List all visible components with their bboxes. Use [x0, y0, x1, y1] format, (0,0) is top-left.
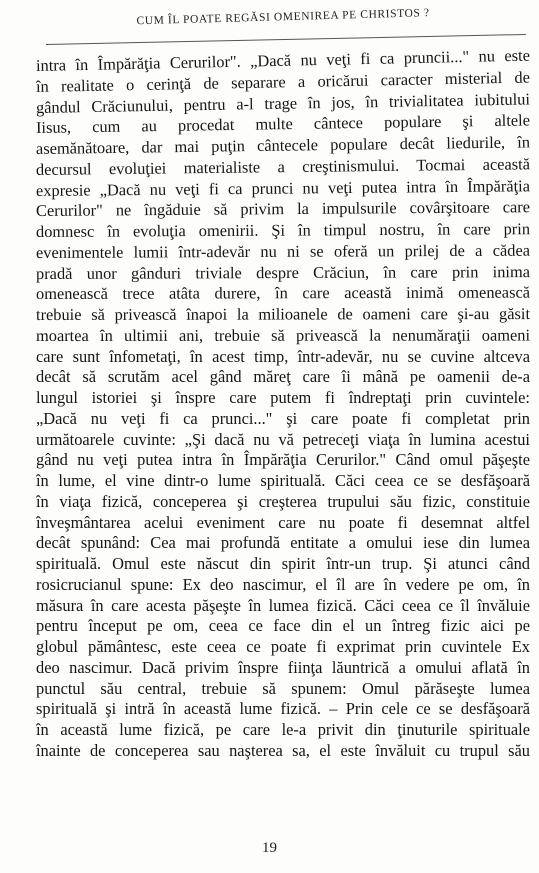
text-line: spirituală. Omul este născut din spirit într-un trup. Şi atunci când: [36, 554, 530, 573]
text-line: domnesc în evoluţia omenirii. Şi în timpul nostru, în care prin: [35, 219, 531, 241]
text-line: Cerurilor" ne îngăduie să privim la impulsurile covârşitoare care: [35, 197, 531, 221]
text-line: înveşmântarea acelui eveniment care nu poate fi desemnat altfel: [36, 512, 530, 532]
text-line: decât să scrutăm acel gând măreţ care îi mână pe oamenii de-a: [36, 367, 530, 387]
text-line: înainte de conceperea sau naşterea sa, el este învăluit cu trupul său: [36, 740, 530, 760]
text-line: în lume, el vine dintr-o lume spirituală. Căci ceea ce se desfăşoară: [36, 471, 530, 490]
header-rule: [46, 34, 526, 45]
text-line: moartea în ultimii ani, trebuie să privească la nenumăraţii oameni: [35, 325, 531, 345]
text-line: rosicrucianul spune: Ex deo nascimur, el îl are în vedere pe om, în: [36, 574, 530, 594]
text-line: Iisus, cum au procedat multe cântece populare şi altele: [35, 110, 531, 138]
text-line: intra în Împărăţia Cerurilor". „Dacă nu veţi fi ca pruncii..." nu este: [35, 45, 531, 75]
text-line: globul pământesc, este ceea ce poate fi exprimat prin cuvintele Ex: [36, 637, 530, 656]
text-line: următoarele cuvinte: „Şi dacă nu vă petreceţi viaţa în lumina acestui: [36, 429, 530, 449]
text-line: gândul Crăciunului, pentru a-l trage în jos, în trivialitatea iubitului: [35, 88, 531, 117]
text-line: pentru început pe om, ceea ce face din el un întreg fizic aici pe: [36, 616, 530, 636]
text-line: punctul său central, trebuie să spunem: Omul părăseşte lumea: [36, 678, 530, 698]
text-line: spirituală şi intră în această lume fizică. – Prin cele ce se desfăşoară: [36, 699, 530, 719]
text-line: omenească trece atâta durere, în care această inimă omenească: [35, 282, 531, 304]
text-line: lungul istoriei şi înspre care putem fi îndreptaţi prin cuvintele:: [36, 388, 530, 407]
text-line: „Dacă nu veţi fi ca prunci..." şi care poate fi completat prin: [36, 408, 530, 428]
text-line: asemănătoare, dar mai puţin cântecele populare decât liedurile, în: [35, 132, 531, 158]
text-line: măsura în care acesta păşeşte în lumea fizică. Căci ceea ce îl învăluie: [36, 595, 530, 615]
body-text: [35, 45, 531, 762]
text-line: decât spunând: Cea mai profundă entitate a omului iese din lumea: [36, 533, 530, 553]
text-line: expresie „Dacă nu veţi fi ca prunci nu veţi putea intra în Împărăţia: [35, 175, 531, 200]
text-line: evenimentele lumii într-adevăr nu ni se oferă un prilej de a cădea: [35, 240, 531, 262]
text-line: care sunt înfometaţi, în acest timp, într-adevăr, nu se cuvine altceva: [36, 346, 530, 366]
text-line: gând nu veţi putea intra în Împărăţia Cerurilor." Când omul păşeşte: [36, 450, 530, 470]
text-line: în această lume fizică, pe care le-a privit din ţinuturile spirituale: [36, 720, 530, 739]
page-number: 19: [262, 840, 277, 856]
text-line: deo nascimur. Dacă privim înspre fiinţa lăuntrică a omului aflată în: [36, 657, 530, 677]
running-head: CUM ÎL POATE REGĂSI OMENIREA PE CHRISTOS ?: [136, 7, 430, 28]
text-line: în realitate o cerinţă de separare a oricărui caracter misterial de: [35, 67, 531, 96]
text-line: în viaţa fizică, conceperea şi creşterea trupului său fizic, constituie: [36, 491, 530, 511]
text-line: decursul evoluţiei materialiste a creştinismului. Tocmai această: [35, 154, 531, 179]
text-line: pradă unor gânduri triviale despre Crăciun, în care prin inima: [35, 261, 531, 283]
text-line: trebuie să privească înapoi la milioanele de oameni care şi-au găsit: [35, 304, 531, 324]
